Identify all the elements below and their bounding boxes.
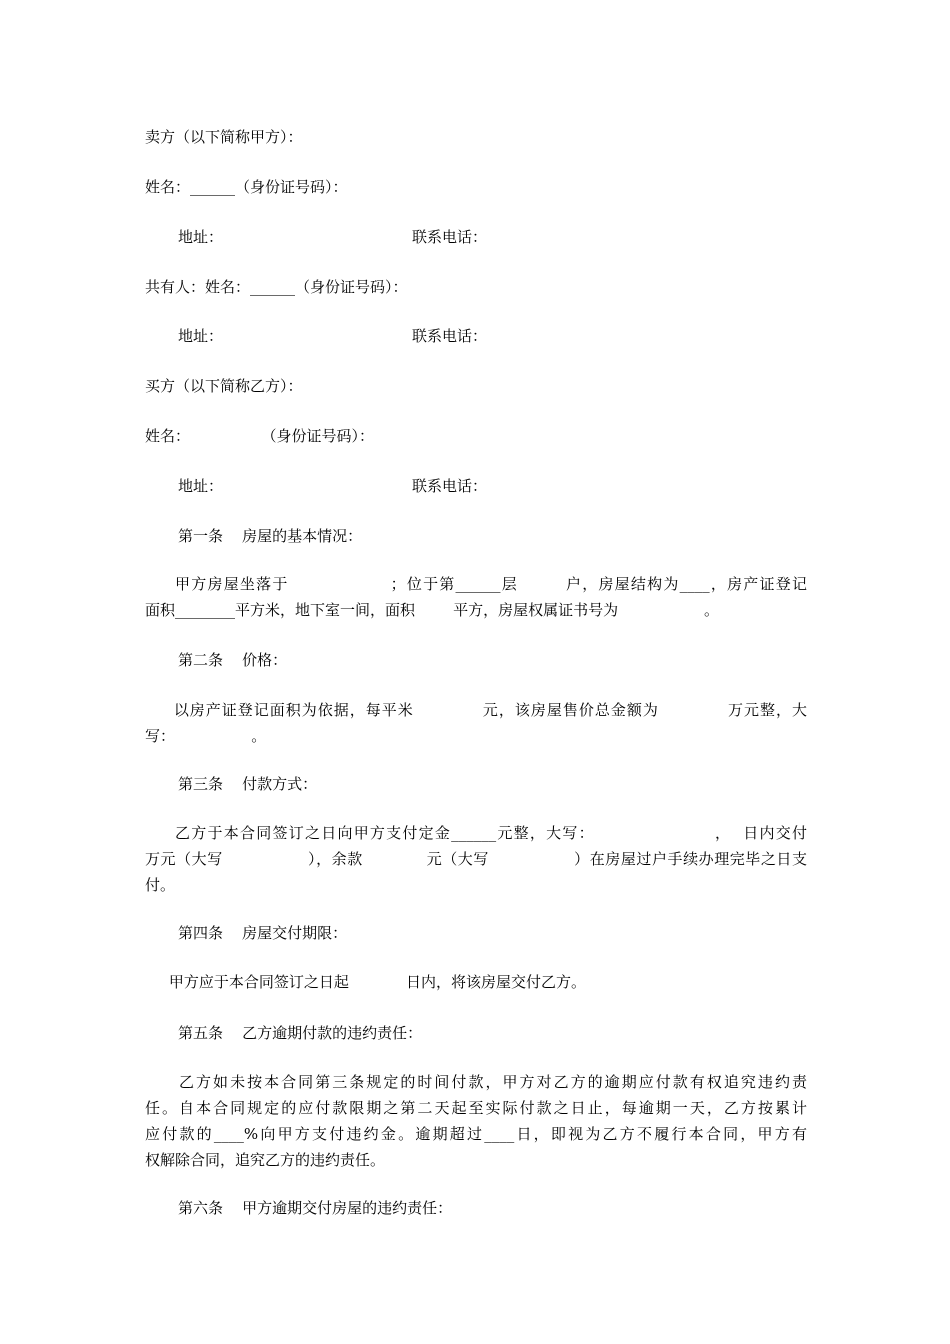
seller-header: 卖方（以下简称甲方）： <box>145 128 303 146</box>
article-1-title: 第一条 房屋的基本情况： <box>178 527 363 545</box>
article-4-body <box>145 969 807 995</box>
article-2-line-2: 写： 。 <box>145 727 267 745</box>
article-6-title: 第六条 甲方逾期交付房屋的违约责任： <box>178 1199 453 1217</box>
seller-name-line: 姓名：______（身份证号码）： <box>145 178 348 196</box>
article-5-title: 第五条 乙方逾期付款的违约责任： <box>178 1024 423 1042</box>
article-2-body <box>145 697 807 749</box>
article-3-line-3: 付。 <box>145 876 176 894</box>
article-3-line-2: 万元（大写 ），余款 元（大写 ）在房屋过户手续办理完毕之日支 <box>145 850 807 868</box>
article-2-line-1: 以房产证登记面积为依据，每平米 元，该房屋售价总金额为 万元整，大 <box>145 701 807 719</box>
seller-phone-label: 联系电话： <box>412 228 488 246</box>
article-5-line-3: 应付款的____%向甲方支付违约金。逾期超过____日，即视为乙方不履行本合同，甲方有 <box>145 1125 807 1143</box>
article-2-title: 第二条 价格： <box>178 651 288 669</box>
buyer-address-label: 地址： <box>178 477 224 495</box>
article-1-body <box>145 571 807 623</box>
seller-address-label: 地址： <box>178 228 224 246</box>
co-owner-address-label: 地址： <box>178 327 224 345</box>
article-1-line-2: 面积________平方米，地下室一间，面积 平方，房屋权属证书号为 。 <box>145 601 719 619</box>
article-5-line-1: 乙方如未按本合同第三条规定的时间付款，甲方对乙方的逾期应付款有权追究违约责 <box>145 1073 807 1091</box>
article-3-body <box>145 820 807 898</box>
buyer-header: 买方（以下简称乙方）： <box>145 377 303 395</box>
co-owner-name-line: 共有人：姓名：______（身份证号码）： <box>145 278 408 296</box>
buyer-name-line: 姓名： （身份证号码）： <box>145 427 375 445</box>
article-5-line-2: 任。自本合同规定的应付款限期之第二天起至实际付款之日止，每逾期一天，乙方按累计 <box>145 1099 807 1117</box>
article-3-line-1: 乙方于本合同签订之日向甲方支付定金______元整，大写： ， 日内交付 <box>145 824 807 842</box>
article-4-title: 第四条 房屋交付期限： <box>178 924 348 942</box>
article-5-body <box>145 1069 807 1173</box>
buyer-phone-label: 联系电话： <box>412 477 488 495</box>
article-1-line-1: 甲方房屋坐落于 ；位于第______层 户，房屋结构为____，房产证登记 <box>145 575 807 593</box>
co-owner-phone-label: 联系电话： <box>412 327 488 345</box>
article-5-line-4: 权解除合同，追究乙方的违约责任。 <box>145 1151 386 1169</box>
article-4-line-1: 甲方应于本合同签订之日起 日内，将该房屋交付乙方。 <box>145 973 587 991</box>
article-3-title: 第三条 付款方式： <box>178 775 318 793</box>
